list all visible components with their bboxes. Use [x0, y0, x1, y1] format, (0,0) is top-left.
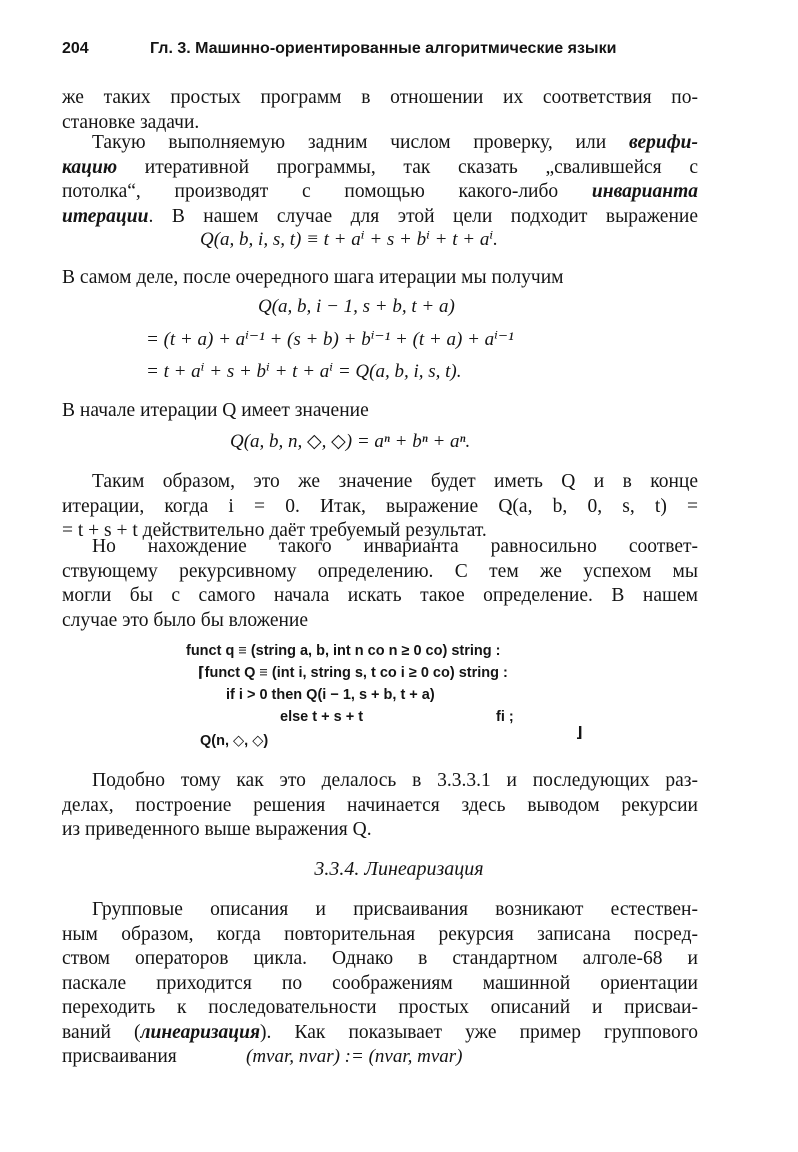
text-line: могли бы с самого начала искать такое определение. В нашем — [62, 585, 698, 606]
text-line: ным образом, когда повторительная рекурсия записана посред- — [62, 923, 698, 945]
equation-invariant: Q(a, b, i, s, t) ≡ t + aⁱ + s + bⁱ + t + aⁱ. — [200, 229, 498, 250]
equation-line: Q(a, b, i − 1, s + b, t + a) — [258, 296, 455, 317]
code-line: Q(n, ◇, ◇) — [200, 733, 269, 749]
text-line: Такую выполняемую задним числом проверку, или верифи- — [92, 132, 698, 153]
text-line: Таким образом, это же значение будет иметь Q и в конце — [92, 471, 698, 492]
running-header — [62, 40, 702, 62]
page-number: 204 — [62, 40, 89, 57]
emphasis-term: кацию — [62, 156, 118, 178]
text-line: Подобно тому как это делалось в 3.3.3.1 и последующих раз- — [92, 770, 698, 791]
equation-line: = (t + a) + aⁱ⁻¹ + (s + b) + bⁱ⁻¹ + (t + a) + aⁱ⁻¹ — [146, 329, 514, 350]
text-line: ством операторов цикла. Однако в стандартном алголе-68 и — [62, 948, 698, 969]
text-line: = t + s + t действительно даёт требуемый результат. — [62, 520, 487, 541]
paragraph-conclusion — [62, 470, 698, 544]
emphasis-term: итерации — [62, 205, 149, 227]
text-line: присваивания — [62, 1046, 177, 1067]
text-line: делах, построение решения начинается здесь выводом рекурсии — [62, 794, 698, 816]
text-line: Групповые описания и присваивания возникают естествен- — [92, 899, 698, 920]
text-line: Но нахождение такого инварианта равносильно соответ- — [92, 536, 698, 557]
text-line: становке задачи. — [62, 111, 200, 133]
code-line: ⌈funct Q ≡ (int i, string s, t co i ≥ 0 co) string : — [198, 665, 508, 681]
paragraph-reference — [62, 769, 698, 843]
section-title: 3.3.4. Линеаризация — [314, 858, 484, 880]
equation-line: = t + aⁱ + s + bⁱ + t + aⁱ = Q(a, b, i, s, t). — [146, 361, 462, 382]
paragraph-start — [62, 399, 698, 424]
running-title: Гл. 3. Машинно-ориентированные алгоритмические языки — [150, 40, 617, 57]
paragraph-linearization — [62, 898, 698, 1070]
code-line: funct q ≡ (string a, b, int n co n ≥ 0 co) string : — [186, 643, 501, 659]
text-line: ваний (линеаризация). Как показывает уже пример группового — [62, 1021, 699, 1043]
emphasis-term: верифи- — [628, 132, 698, 153]
text-line: кацию итеративной программы, так сказать „свалившейся с — [62, 156, 698, 178]
text-line: итерации. В нашем случае для этой цели подходит выражение — [62, 205, 698, 227]
paragraph-continuation — [62, 86, 698, 135]
text-line: же таких простых программ в отношении их соответствия по- — [62, 87, 698, 108]
text-line: ствующему рекурсивному определению. С тем же успехом мы — [62, 560, 698, 582]
text-line: переходить к последовательности простых описаний и присваи- — [62, 997, 698, 1018]
text-line: итерации, когда i = 0. Итак, выражение Q(a, b, 0, s, t) = — [62, 495, 698, 517]
emphasis-term: инварианта — [591, 181, 698, 202]
code-line: if i > 0 then Q(i − 1, s + b, t + a) — [226, 687, 435, 703]
text-line: паскале приходится по соображениям машинной ориентации — [62, 972, 698, 994]
code-bracket-close: ⌋ — [576, 725, 583, 741]
emphasis-term: линеаризация — [140, 1021, 261, 1043]
text-line: В начале итерации Q имеет значение — [62, 400, 369, 421]
equation-initial: Q(a, b, n, ◇, ◇) = aⁿ + bⁿ + aⁿ. — [230, 431, 471, 452]
text-line: В самом деле, после очередного шага итерации мы получим — [62, 267, 564, 288]
code-line: else t + s + t — [280, 709, 364, 725]
text-line: из приведенного выше выражения Q. — [62, 819, 372, 840]
paragraph-recursion — [62, 535, 698, 633]
paragraph-verification — [62, 131, 698, 229]
text-line: потолка“, производят с помощью какого-либо инварианта — [62, 181, 698, 202]
equation-assignment: (mvar, nvar) := (nvar, mvar) — [246, 1046, 463, 1067]
paragraph-step — [62, 266, 698, 291]
text-line: случае это было бы вложение — [62, 609, 309, 631]
code-keyword-fi: fi ; — [496, 709, 514, 725]
